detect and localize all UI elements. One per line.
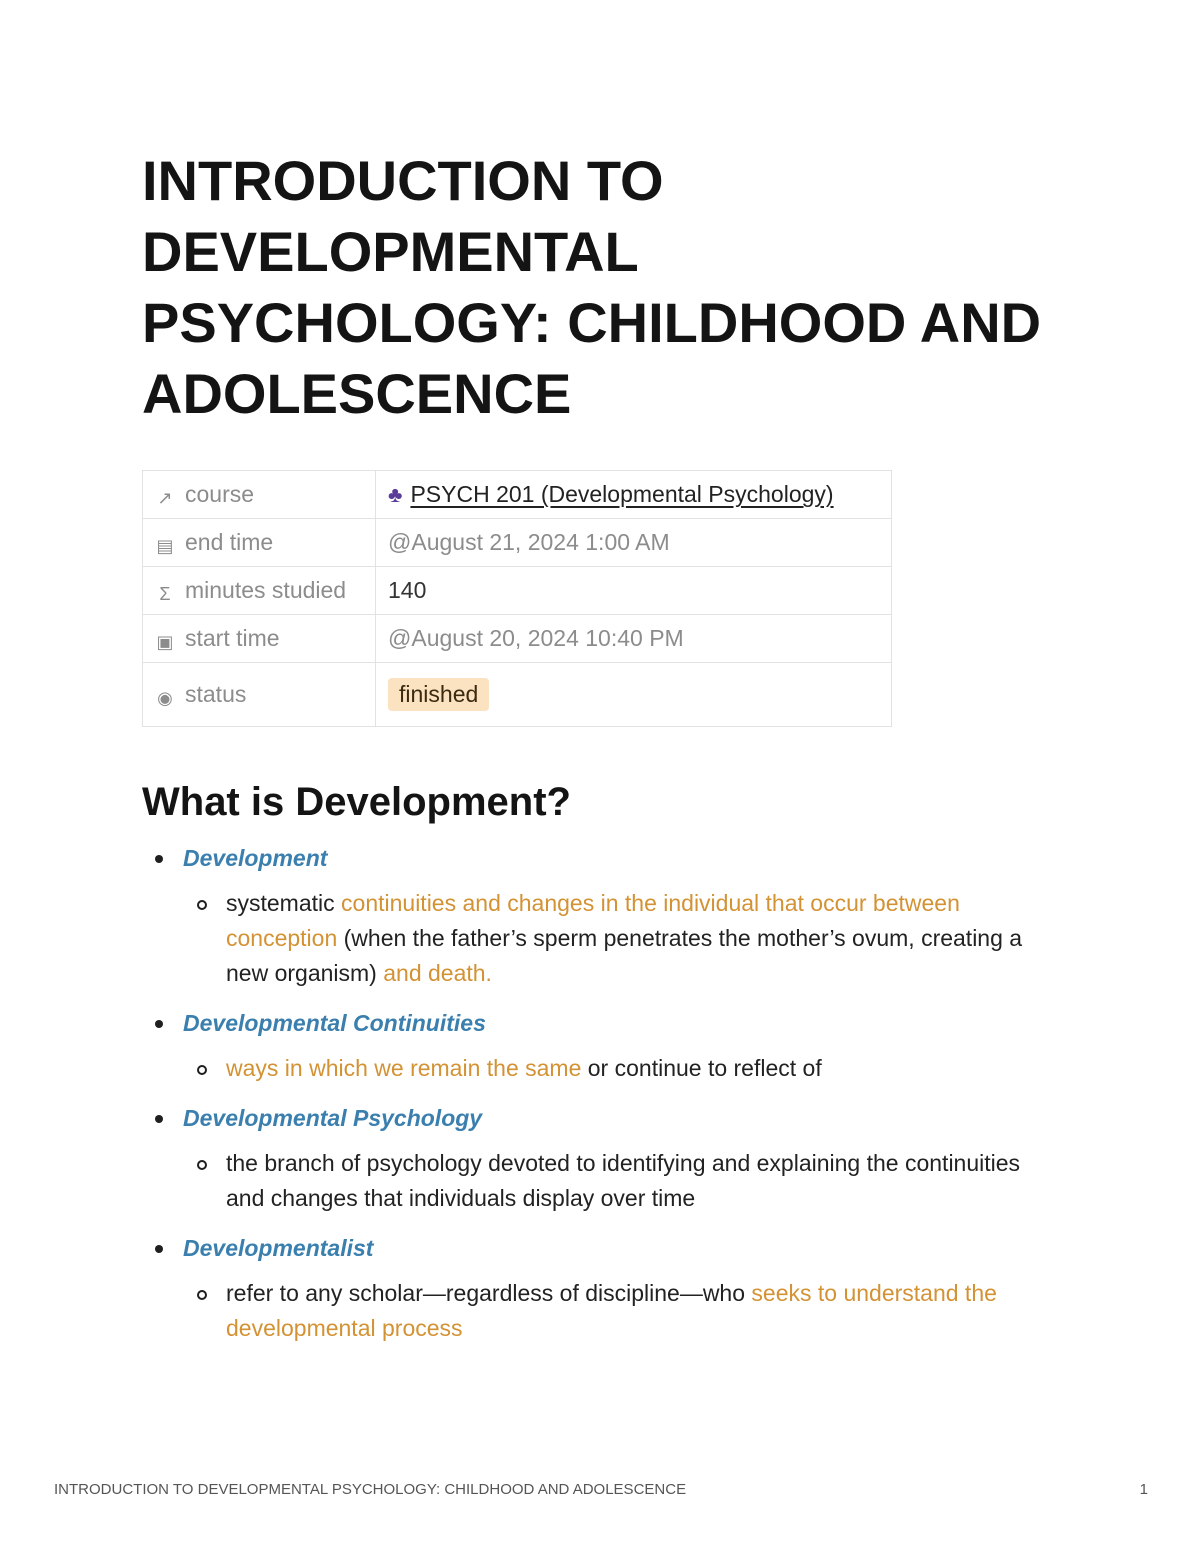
property-status (143, 663, 892, 727)
page-title: INTRODUCTION TO DEVELOPMENTAL PSYCHOLOGY: CHILDHOOD AND ADOLESCENCE (142, 149, 1042, 425)
list-item (142, 840, 1052, 991)
list-item (142, 1230, 1052, 1346)
list-icon: ▤ (156, 535, 174, 556)
term-label: Developmental Continuities (183, 1010, 486, 1036)
footer-title: INTRODUCTION TO DEVELOPMENTAL PSYCHOLOGY: CHILDHOOD AND ADOLESCENCE (54, 1481, 687, 1498)
arrow-up-right-icon: ↗ (157, 487, 173, 508)
property-value-end-time[interactable]: @August 21, 2024 1:00 AM (376, 519, 892, 567)
term-label: Development (183, 845, 328, 871)
page-number: 1 (1139, 1481, 1148, 1498)
highlight-text: and death. (383, 960, 492, 986)
definition-item: refer to any scholar—regardless of discipline—who seeks to understand the developmental process (183, 1276, 1052, 1346)
definition-item: ways in which we remain the same or continue to reflect of (183, 1051, 1052, 1086)
properties-table (142, 470, 892, 727)
property-value-minutes-studied: 140 (376, 567, 892, 615)
property-key-course: ↗ course (143, 471, 376, 519)
list-item (142, 1005, 1052, 1086)
date-icon: ▣ (156, 631, 174, 652)
course-emoji-icon: ♣ (388, 482, 403, 507)
status-icon: ◉ (157, 687, 173, 708)
property-course (143, 471, 892, 519)
term-label: Developmentalist (183, 1235, 374, 1261)
property-minutes-studied (143, 567, 892, 615)
highlight-text: continuities and changes in the individual that occur between conception (226, 890, 960, 951)
sigma-icon: Σ (159, 583, 171, 604)
term-list (142, 840, 1052, 1360)
definition-item: the branch of psychology devoted to identifying and explaining the continuities and changes that individuals display over time (183, 1146, 1052, 1216)
property-value-course (376, 471, 892, 519)
highlight-text: seeks to understand the developmental process (226, 1280, 997, 1341)
property-key-end-time: ▤ end time (143, 519, 376, 567)
property-key-start-time: ▣ start time (143, 615, 376, 663)
term-label: Developmental Psychology (183, 1105, 483, 1131)
course-link[interactable]: PSYCH 201 (Developmental Psychology) (410, 481, 834, 507)
list-item (142, 1100, 1052, 1216)
highlight-text: ways in which we remain the same (226, 1055, 582, 1081)
property-value-status (376, 663, 892, 727)
property-key-status: ◉ status (143, 663, 376, 727)
status-badge[interactable]: finished (388, 678, 489, 711)
property-end-time (143, 519, 892, 567)
definition-item: systematic continuities and changes in the individual that occur between conception (when the father’s sperm penetrates the mother’s ovum, creating a new organism) and death. (183, 886, 1052, 991)
property-key-minutes-studied: Σ minutes studied (143, 567, 376, 615)
section-heading: What is Development? (142, 780, 571, 824)
property-value-start-time[interactable]: @August 20, 2024 10:40 PM (376, 615, 892, 663)
property-start-time (143, 615, 892, 663)
